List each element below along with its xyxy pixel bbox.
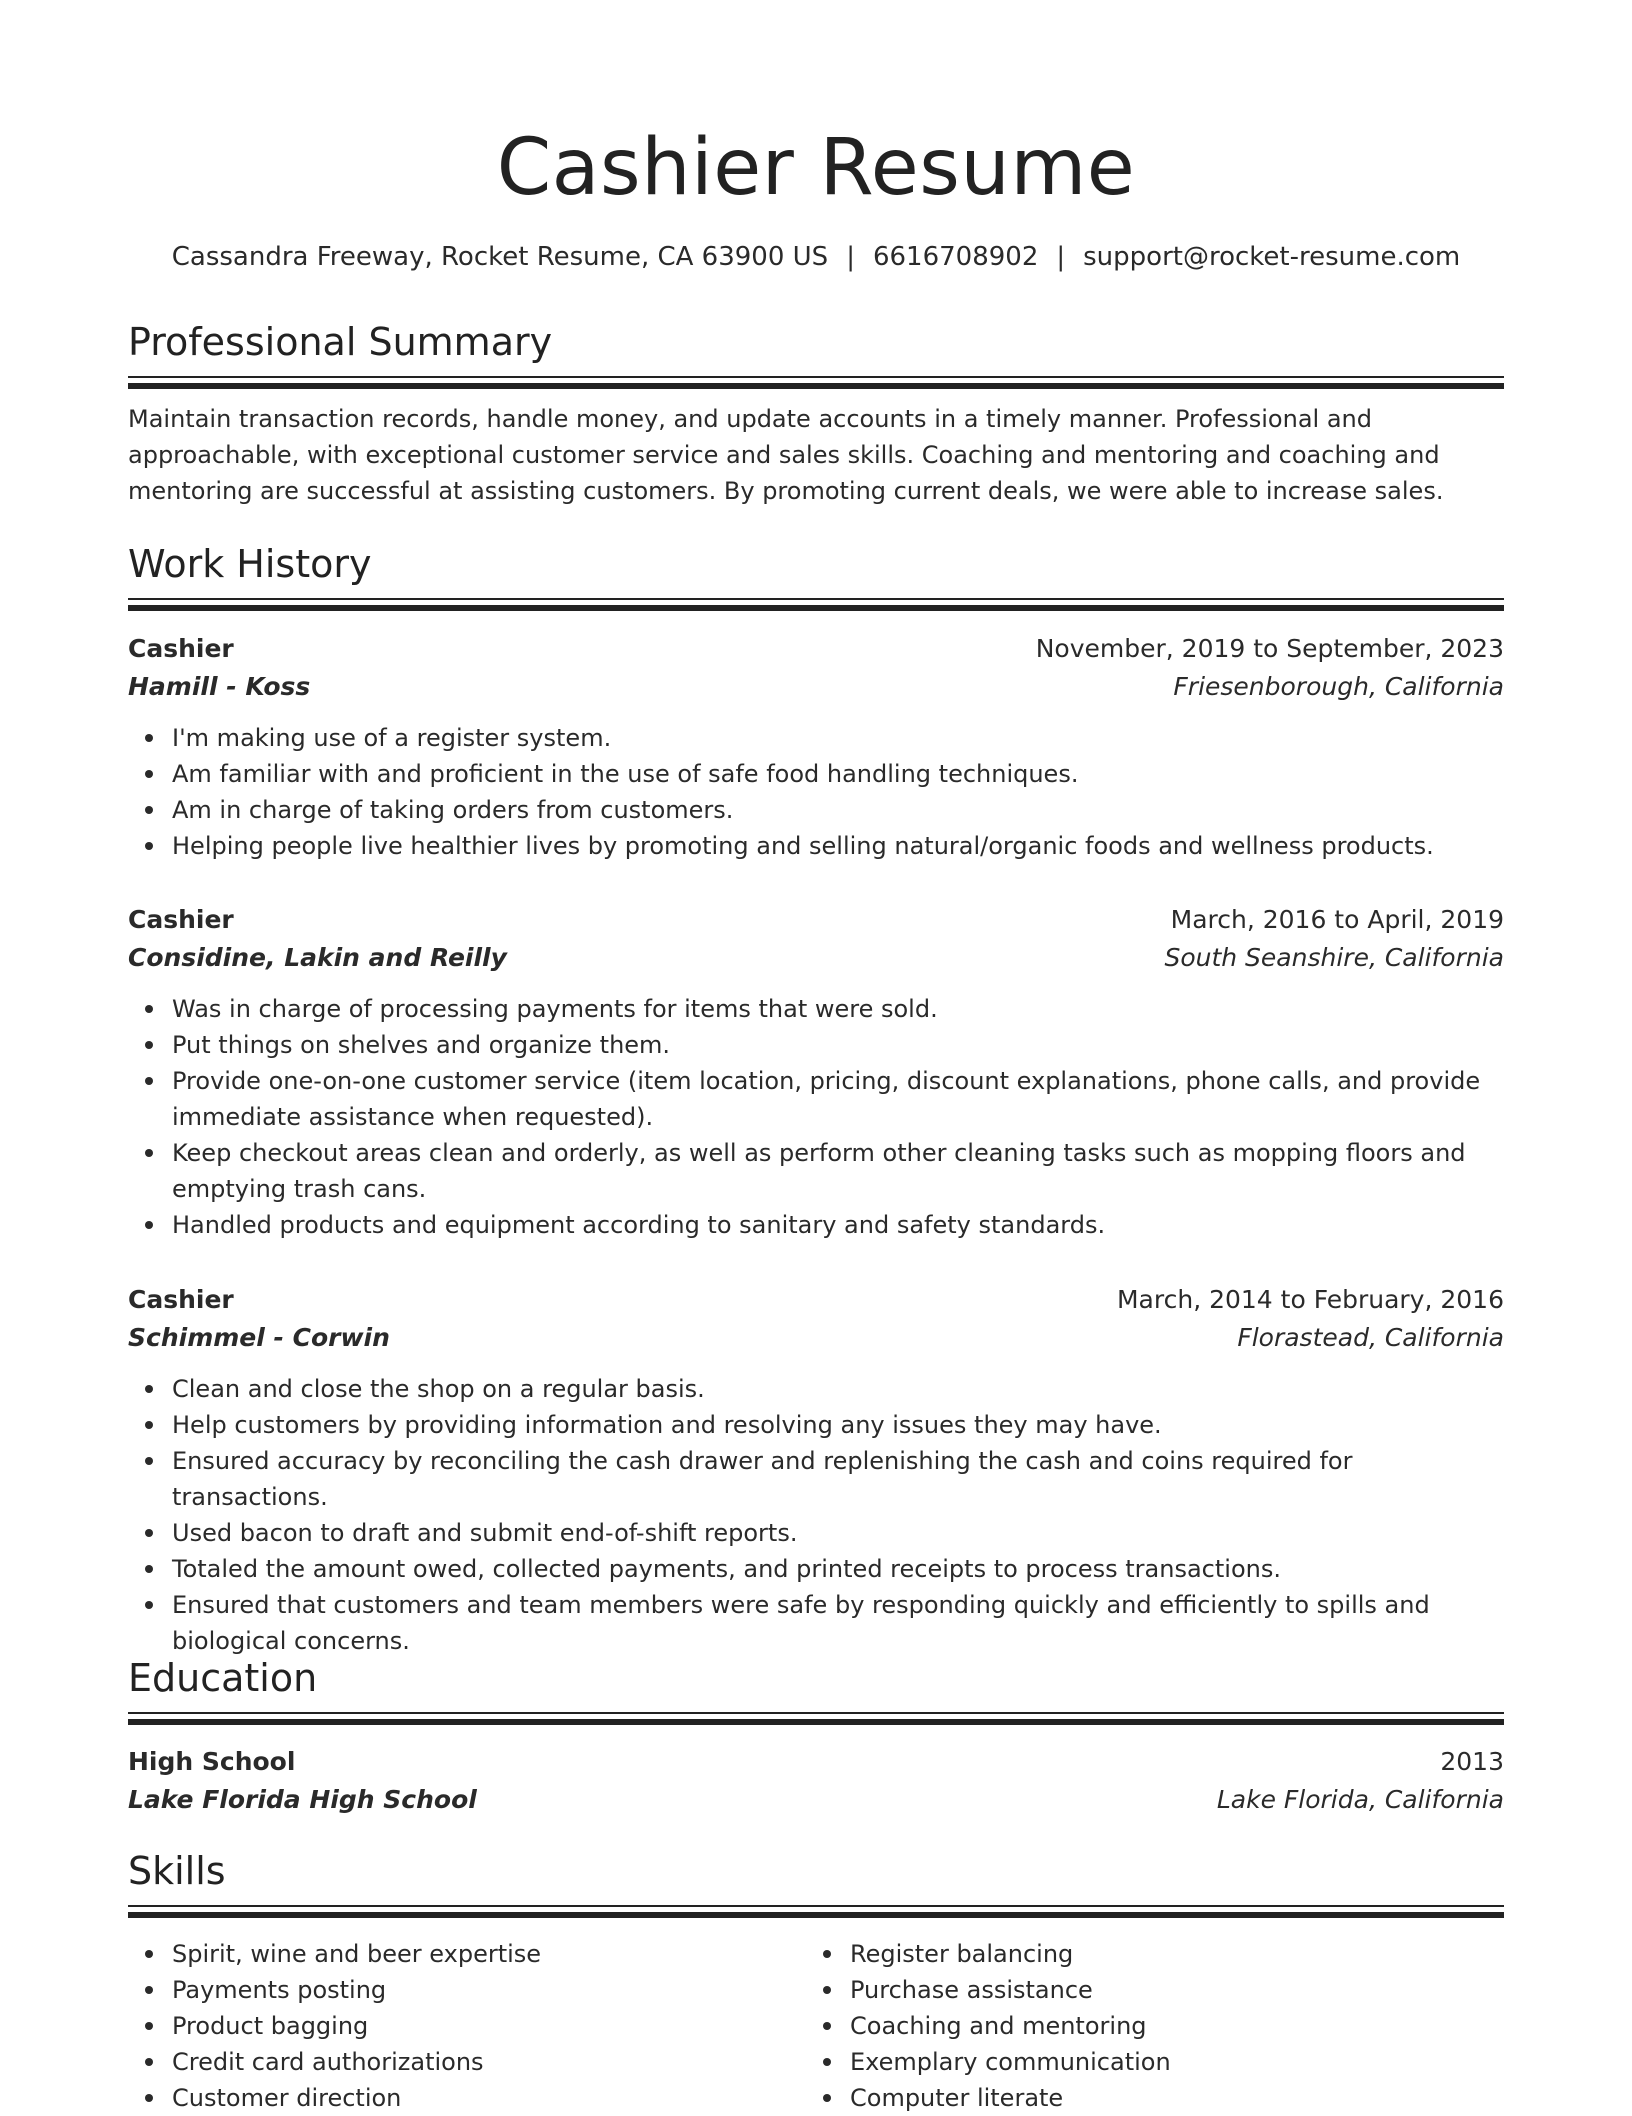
work-section bbox=[128, 540, 1504, 611]
list-item: I'm making use of a register system. bbox=[172, 720, 1504, 756]
job-dates: March, 2014 to February, 2016 bbox=[1116, 1285, 1504, 1314]
job-dates: March, 2016 to April, 2019 bbox=[1170, 905, 1504, 934]
list-item: Help customers by providing information and resolving any issues they may have. bbox=[172, 1407, 1504, 1443]
list-item: Ensured that customers and team members were safe by responding quickly and efficiently to spills and biological concerns. bbox=[172, 1587, 1504, 1659]
education-location: Lake Florida, California bbox=[1216, 1785, 1504, 1814]
list-item: Register balancing bbox=[850, 1936, 1466, 1972]
education-section bbox=[128, 1654, 1504, 1725]
list-item: Payments posting bbox=[172, 1972, 788, 2008]
contact-separator: | bbox=[846, 242, 855, 272]
job-company: Schimmel - Corwin bbox=[128, 1323, 390, 1352]
contact-email[interactable]: support@rocket-resume.com bbox=[1083, 242, 1461, 272]
education-school: Lake Florida High School bbox=[128, 1785, 477, 1814]
skills-heading: Skills bbox=[128, 1849, 226, 1893]
job-bullets bbox=[128, 720, 1504, 864]
resume-title: Cashier Resume bbox=[496, 123, 1136, 213]
summary-text: Maintain transaction records, handle money, and update accounts in a timely manner. Professional and approachable, with exceptional customer service and sales skills. Coaching and mentoring and coaching and mentoring are successful at assisting customers. By promoting current deals, we were able to increase sales. bbox=[128, 405, 1444, 505]
list-item: Am in charge of taking orders from customers. bbox=[172, 792, 1504, 828]
education-heading: Education bbox=[128, 1656, 318, 1700]
contact-line bbox=[128, 240, 1504, 274]
job-location: South Seanshire, California bbox=[1164, 943, 1504, 972]
job-bullets bbox=[128, 991, 1504, 1243]
job-title: Cashier bbox=[128, 905, 234, 934]
list-item: Handled products and equipment according to sanitary and safety standards. bbox=[172, 1207, 1504, 1243]
list-item: Ensured accuracy by reconciling the cash drawer and replenishing the cash and coins required for transactions. bbox=[172, 1443, 1504, 1515]
job-title: Cashier bbox=[128, 634, 234, 663]
skills-section bbox=[128, 1847, 1504, 1918]
job-entry bbox=[128, 901, 1504, 1243]
list-item: Spirit, wine and beer expertise bbox=[172, 1936, 788, 1972]
education-entry bbox=[128, 1743, 1504, 1819]
list-item: Am familiar with and proficient in the use of safe food handling techniques. bbox=[172, 756, 1504, 792]
summary-heading: Professional Summary bbox=[128, 320, 553, 364]
job-entry bbox=[128, 630, 1504, 864]
section-divider bbox=[128, 1905, 1504, 1918]
contact-address: Cassandra Freeway, Rocket Resume, CA 63900 US bbox=[171, 242, 829, 272]
job-company: Considine, Lakin and Reilly bbox=[128, 943, 507, 972]
section-divider bbox=[128, 598, 1504, 611]
section-divider bbox=[128, 1712, 1504, 1725]
skills-bullets bbox=[806, 1936, 1466, 2116]
job-bullets bbox=[128, 1371, 1504, 1659]
list-item: Keep checkout areas clean and orderly, as well as perform other cleaning tasks such as mopping floors and emptying trash cans. bbox=[172, 1135, 1504, 1207]
work-heading: Work History bbox=[128, 542, 372, 586]
list-item: Totaled the amount owed, collected payments, and printed receipts to process transactions. bbox=[172, 1551, 1504, 1587]
list-item: Helping people live healthier lives by promoting and selling natural/organic foods and wellness products. bbox=[172, 828, 1504, 864]
contact-phone: 6616708902 bbox=[872, 242, 1039, 272]
job-dates: November, 2019 to September, 2023 bbox=[1035, 634, 1504, 663]
list-item: Clean and close the shop on a regular basis. bbox=[172, 1371, 1504, 1407]
section-divider bbox=[128, 376, 1504, 389]
job-location: Friesenborough, California bbox=[1173, 672, 1504, 701]
job-entry bbox=[128, 1281, 1504, 1659]
list-item: Computer literate bbox=[850, 2080, 1466, 2116]
skills-column-left bbox=[128, 1936, 788, 2116]
list-item: Provide one-on-one customer service (item location, pricing, discount explanations, phone calls, and provide immediate assistance when requested). bbox=[172, 1063, 1504, 1135]
list-item: Coaching and mentoring bbox=[850, 2008, 1466, 2044]
skills-bullets bbox=[128, 1936, 788, 2116]
job-location: Florastead, California bbox=[1237, 1323, 1504, 1352]
job-company: Hamill - Koss bbox=[128, 672, 311, 701]
contact-separator: | bbox=[1056, 242, 1066, 272]
list-item: Purchase assistance bbox=[850, 1972, 1466, 2008]
list-item: Credit card authorizations bbox=[172, 2044, 788, 2080]
list-item: Put things on shelves and organize them. bbox=[172, 1027, 1504, 1063]
job-title: Cashier bbox=[128, 1285, 234, 1314]
summary-section bbox=[128, 318, 1504, 509]
list-item: Exemplary communication bbox=[850, 2044, 1466, 2080]
list-item: Was in charge of processing payments for items that were sold. bbox=[172, 991, 1504, 1027]
education-degree: High School bbox=[128, 1747, 296, 1776]
skills-column-right bbox=[806, 1936, 1466, 2116]
education-year: 2013 bbox=[1440, 1747, 1504, 1776]
list-item: Customer direction bbox=[172, 2080, 788, 2116]
list-item: Used bacon to draft and submit end-of-shift reports. bbox=[172, 1515, 1504, 1551]
list-item: Product bagging bbox=[172, 2008, 788, 2044]
